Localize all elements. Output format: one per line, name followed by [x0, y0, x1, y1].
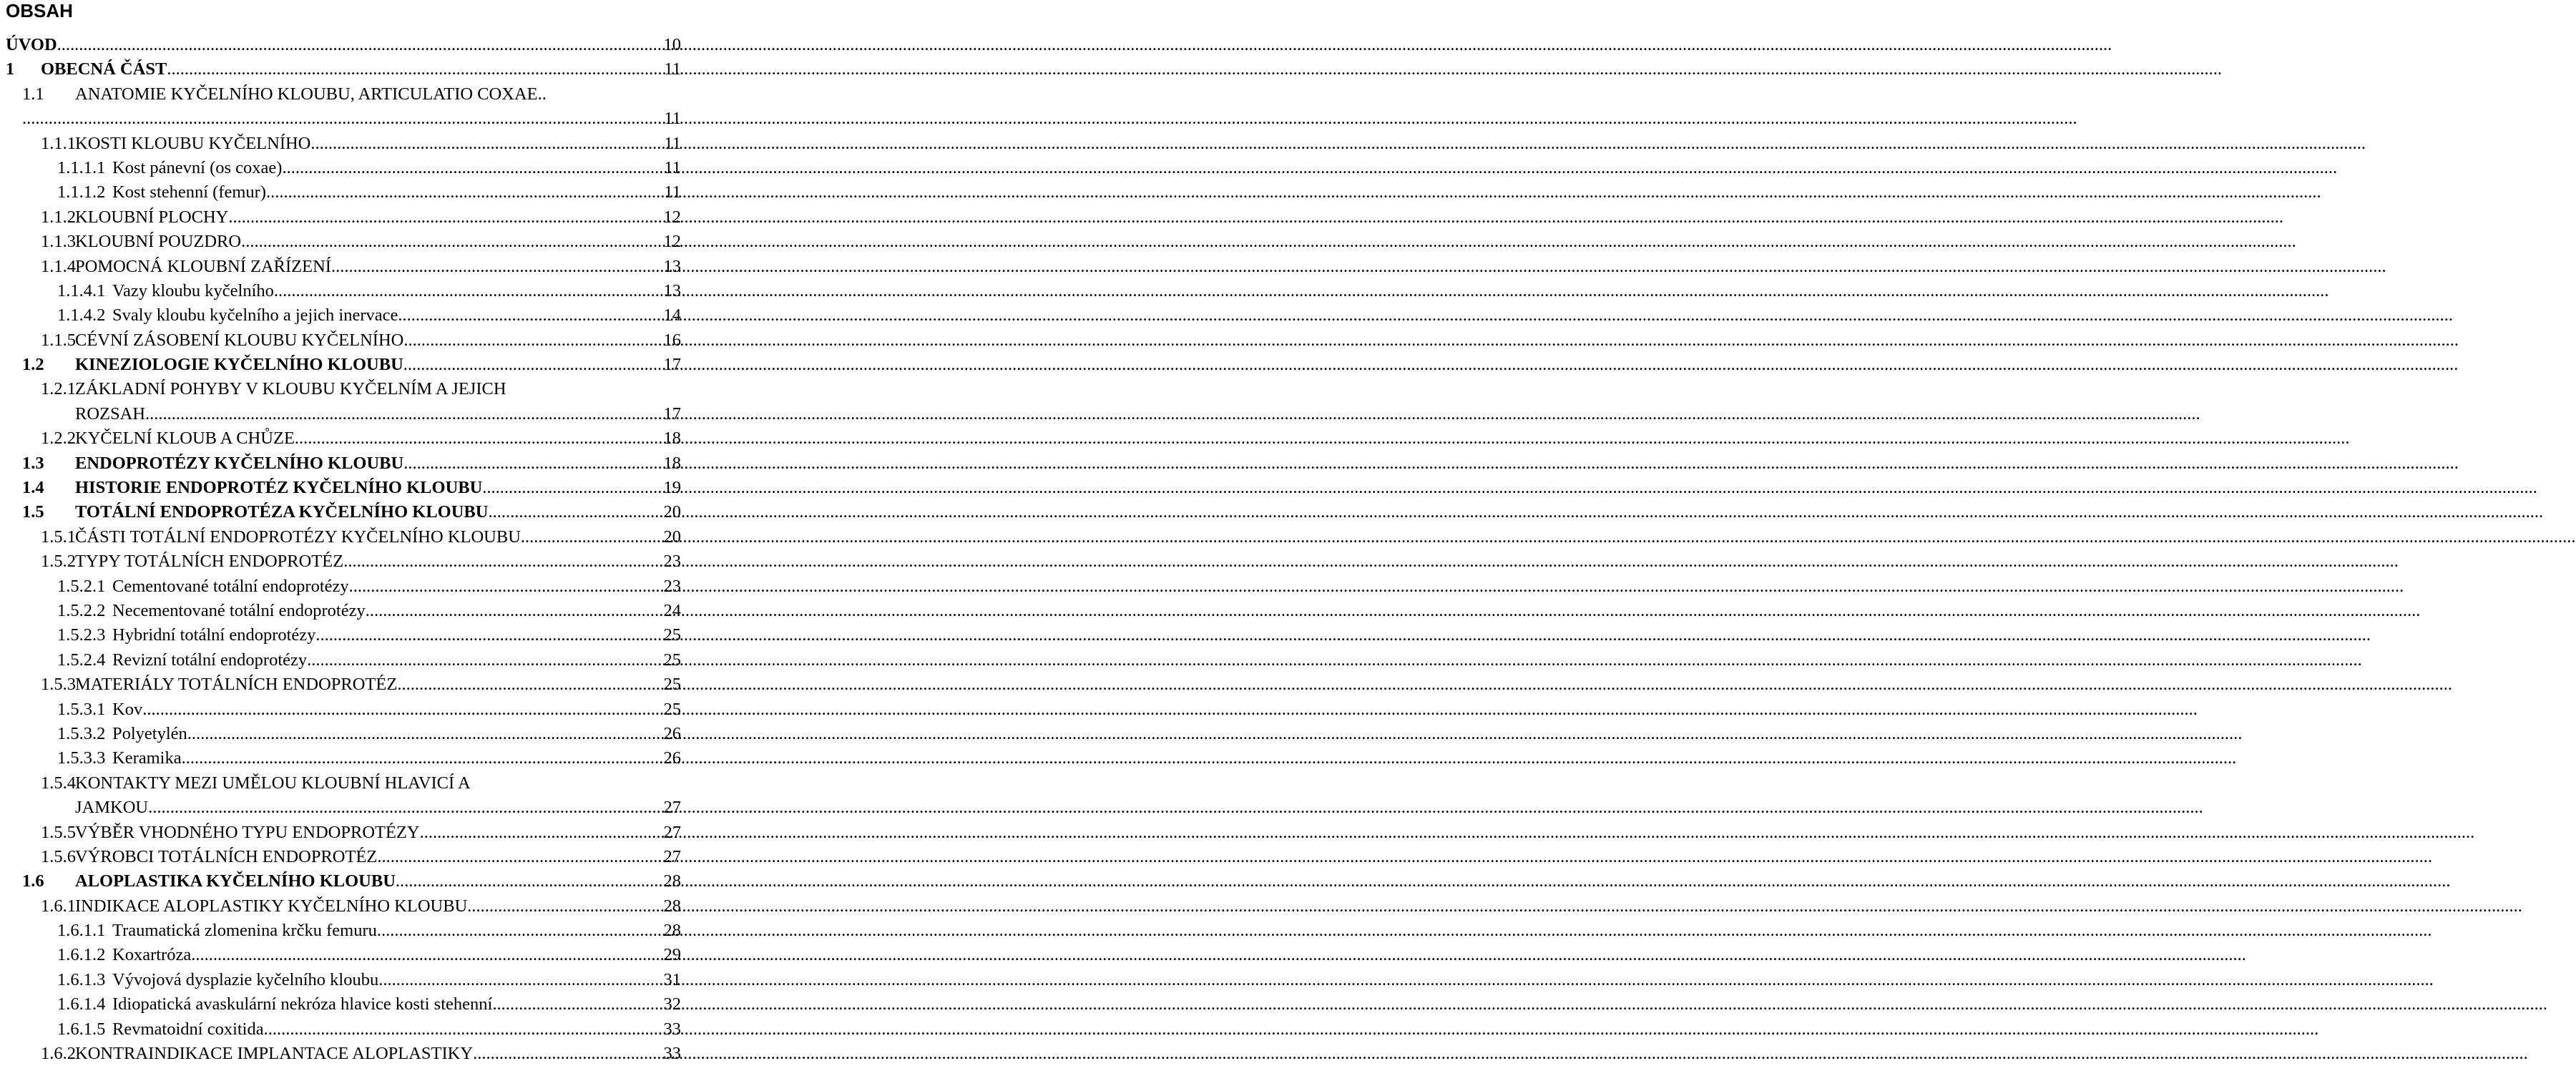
toc-entry-title: POMOCNÁ KLOUBNÍ ZAŘÍZENÍ: [75, 256, 331, 276]
dot-leader: [228, 205, 662, 230]
toc-entry-title: TYPY TOTÁLNÍCH ENDOPROTÉZ: [75, 552, 344, 572]
toc-entry-title: Revmatoidní coxitida: [112, 1019, 264, 1039]
toc-entry-page: 26: [663, 748, 681, 768]
toc-entry-number: 1.1.2: [41, 207, 76, 227]
toc-entry-number: 1.5.1: [41, 527, 76, 547]
toc-entry-title: TOTÁLNÍ ENDOPROTÉZA KYČELNÍHO KLOUBU: [75, 502, 489, 522]
toc-entry-page: 23: [663, 552, 681, 572]
toc-entry-title: Keramika: [112, 748, 182, 768]
toc-entry-number: 1.6.1.3: [57, 969, 106, 989]
toc-entry-number: 1.5.3: [41, 675, 76, 695]
dot-leader: [274, 279, 663, 303]
dot-leader: [403, 451, 662, 476]
toc-entry-page: 20: [663, 527, 681, 547]
toc-entry[interactable]: [0, 57, 687, 82]
dot-leader: [377, 845, 662, 869]
dot-leader: [349, 574, 663, 599]
toc-entry[interactable]: [0, 328, 687, 353]
toc-entry-page: 29: [663, 945, 681, 965]
dot-leader: [264, 1017, 663, 1042]
toc-entry[interactable]: [0, 377, 687, 401]
toc-entry[interactable]: [0, 82, 687, 107]
toc-entry-number: 1.2.1: [41, 379, 76, 399]
dot-leader: [307, 648, 662, 673]
toc-entry-title: KONTRAINDIKACE IMPLANTACE ALOPLASTIKY: [75, 1044, 474, 1064]
toc-entry-number: 1.1.3: [41, 232, 76, 252]
toc-entry-number: 1.6.1.2: [57, 945, 106, 965]
toc-entry-number: 1.2: [22, 355, 44, 375]
toc-entry-page: 28: [663, 896, 681, 916]
toc-entry-number: 1.6: [22, 871, 44, 891]
toc-entry[interactable]: [0, 500, 687, 524]
toc-entry-page: 10: [663, 35, 681, 54]
dot-leader: [187, 722, 663, 746]
toc-entry-title: VÝBĚR VHODNÉHO TYPU ENDOPROTÉZY: [75, 822, 420, 842]
toc-entry-page: 27: [663, 846, 681, 866]
toc-entry-title: Kost pánevní (os coxae): [112, 157, 283, 177]
toc-entry-number: 1.6.1.1: [57, 921, 106, 941]
toc-entry-title: Kov: [112, 699, 143, 719]
toc-entry-page: 25: [663, 675, 681, 695]
dot-leader: [488, 500, 662, 524]
toc-entry-number: 1.5.6: [41, 846, 76, 866]
dot-leader: [403, 328, 662, 353]
toc-entry-page: 12: [663, 207, 681, 227]
toc-entry[interactable]: [0, 476, 687, 500]
toc-entry-page: 25: [663, 625, 681, 645]
toc-entry-title: KYČELNÍ KLOUB A CHŮZE: [75, 429, 295, 449]
toc-entry[interactable]: [0, 255, 687, 279]
dot-leader: [310, 132, 663, 156]
toc-entry-page: 23: [663, 576, 681, 596]
toc-entry-number: 1.5.5: [41, 822, 76, 842]
dot-leader: [182, 746, 663, 771]
toc-entry-number: 1.6.2: [41, 1044, 76, 1064]
toc-entry[interactable]: [0, 549, 687, 574]
toc-entry-page: 25: [663, 699, 681, 719]
toc-entry[interactable]: [0, 746, 687, 771]
dot-leader: [343, 549, 662, 574]
toc-entry-number: 1.1.1.2: [57, 182, 106, 202]
toc-entry-page: 20: [663, 502, 681, 522]
toc-entry-number: 1.1.4.1: [57, 280, 106, 300]
toc-entry[interactable]: [0, 1042, 687, 1066]
toc-entry-title: Idiopatická avaskulární nekróza hlavice kosti stehenní: [112, 994, 493, 1014]
dot-leader: [142, 698, 662, 722]
toc-entry-title: Kost stehenní (femur): [112, 182, 266, 202]
toc-entry-page: 18: [663, 453, 681, 473]
dot-leader: [148, 796, 662, 820]
toc-entry-number: 1.5.3.3: [57, 748, 106, 768]
dot-leader: [191, 943, 662, 967]
toc-entry-number: 1.5.2.1: [57, 576, 106, 596]
toc-entry-number: 1.5: [22, 502, 44, 522]
toc-entry-number: 1.1.4: [41, 256, 76, 276]
toc-entry[interactable]: [0, 821, 687, 845]
toc-entry-title: Koxartróza: [112, 945, 192, 965]
toc-entry-page: 33: [663, 1019, 681, 1039]
toc-entry-page: 13: [663, 256, 681, 276]
toc-entry-number: 1.5.3.2: [57, 723, 106, 743]
toc-entry[interactable]: [0, 599, 687, 623]
dot-leader: [521, 525, 663, 549]
toc-entry-page: 17: [663, 355, 681, 375]
toc-entry-title: Vazy kloubu kyčelního: [112, 280, 274, 300]
toc-entry-page: 19: [663, 478, 681, 498]
toc-entry-title: ROZSAH: [75, 404, 146, 424]
toc-entry-title: KOSTI KLOUBU KYČELNÍHO: [75, 133, 311, 153]
dot-leader: [57, 33, 663, 57]
toc-entry[interactable]: [0, 132, 687, 156]
toc-entry-title: Necementované totální endoprotézy: [112, 600, 366, 620]
toc-entry-page: 13: [663, 280, 681, 300]
toc-entry[interactable]: [0, 451, 687, 476]
toc-entry-title: Svaly kloubu kyčelního a jejich inervace: [112, 305, 398, 326]
toc-entry-number: 1.5.2.4: [57, 650, 106, 670]
toc-entry-title: ALOPLASTIKA KYČELNÍHO KLOUBU: [75, 871, 396, 891]
dot-leader: [282, 156, 663, 180]
toc-entry[interactable]: [0, 180, 687, 205]
toc-entry-page: 11: [664, 59, 681, 79]
toc-entry-number: 1.1.1.1: [57, 157, 106, 177]
toc-entry[interactable]: [0, 1017, 687, 1042]
toc-entry-title: ZÁKLADNÍ POHYBY V KLOUBU KYČELNÍM A JEJICH: [75, 379, 506, 399]
dot-leader: [266, 180, 663, 205]
toc-entry[interactable]: [0, 919, 687, 943]
dot-leader: [241, 230, 662, 254]
toc-entry-title: Traumatická zlomenina krčku femuru: [112, 921, 377, 941]
toc-entry[interactable]: [0, 623, 687, 647]
toc-entry-number: 1.1.1: [41, 133, 76, 153]
toc-entry-number: 1.1.4.2: [57, 305, 106, 326]
toc-entry-page: 11: [664, 182, 681, 202]
toc-entry-page: 32: [663, 994, 681, 1014]
toc-entry[interactable]: [0, 648, 687, 673]
toc-entry-page: 28: [663, 871, 681, 891]
dot-leader: [492, 992, 662, 1017]
toc-entry-title: JAMKOU: [75, 798, 149, 818]
dot-leader: [22, 107, 663, 131]
toc-entry-title: KLOUBNÍ PLOCHY: [75, 207, 229, 227]
toc-entry-title: KLOUBNÍ POUZDRO: [75, 232, 242, 252]
toc-entry[interactable]: [0, 574, 687, 599]
dot-leader: [397, 673, 662, 697]
toc-entry-number: 1.6.1: [41, 896, 76, 916]
toc-entry[interactable]: [0, 968, 687, 992]
toc-entry-page: 24: [663, 600, 681, 620]
toc-entry-number: 1.5.2.3: [57, 625, 106, 645]
toc-entry-title: KONTAKTY MEZI UMĚLOU KLOUBNÍ HLAVICÍ A: [75, 773, 471, 793]
toc-entry[interactable]: [0, 943, 687, 967]
toc-entry-page: 12: [663, 232, 681, 252]
toc-entry-number: 1: [6, 59, 15, 79]
toc-entry-page: 25: [663, 650, 681, 670]
toc-entry[interactable]: [0, 230, 687, 254]
toc-entry-page: 14: [663, 305, 681, 326]
toc-entry[interactable]: [0, 205, 687, 230]
toc-entry-page: 11: [664, 109, 681, 129]
toc-entry-page: 11: [664, 133, 681, 153]
toc-entry-title: Revizní totální endoprotézy: [112, 650, 308, 670]
dot-leader: [473, 1042, 662, 1066]
dot-leader: [378, 968, 662, 992]
toc-entry-page: 18: [663, 429, 681, 449]
toc-entry-page: 11: [664, 157, 681, 177]
toc-entry-number: 1.1.5: [41, 330, 76, 350]
dot-leader: [295, 426, 663, 451]
toc-entry-title: CÉVNÍ ZÁSOBENÍ KLOUBU KYČELNÍHO: [75, 330, 404, 350]
toc-entry-number: 1.1: [22, 84, 44, 104]
toc-entry[interactable]: [0, 992, 687, 1017]
toc-entry-page: 31: [663, 969, 681, 989]
toc-entry-number: 1.2.2: [41, 429, 76, 449]
toc-entry-page: 27: [663, 798, 681, 818]
toc-entry-title: KINEZIOLOGIE KYČELNÍHO KLOUBU: [75, 355, 403, 375]
dot-leader: [482, 476, 662, 500]
toc-entry[interactable]: [0, 279, 687, 303]
toc-entry-page: 27: [663, 822, 681, 842]
toc-entry[interactable]: [0, 525, 687, 549]
toc-entry-title: Polyetylén: [112, 723, 187, 743]
toc-entry-number: 1.6.1.5: [57, 1019, 106, 1039]
dot-leader: [315, 623, 662, 647]
toc-entry[interactable]: [0, 673, 687, 697]
toc-entry[interactable]: [0, 156, 687, 180]
dot-leader: [467, 894, 662, 919]
toc-entry-title: ÚVOD: [6, 35, 57, 54]
toc-entry-number: 1.5.3.1: [57, 699, 106, 719]
toc-entry-page: 28: [663, 921, 681, 941]
toc-entry-page: 33: [663, 1044, 681, 1064]
toc-entry-title: ČÁSTI TOTÁLNÍ ENDOPROTÉZY KYČELNÍHO KLOUBU: [75, 527, 521, 547]
dot-leader: [396, 869, 663, 894]
toc-entry-page: 16: [663, 330, 681, 350]
toc-entry[interactable]: [0, 722, 687, 746]
toc-entry[interactable]: [0, 845, 687, 869]
toc-entry[interactable]: [0, 353, 687, 377]
toc-entry-number: 1.4: [22, 478, 44, 498]
toc-entry-title: HISTORIE ENDOPROTÉZ KYČELNÍHO KLOUBU: [75, 478, 483, 498]
toc-entry-title: Cementované totální endoprotézy: [112, 576, 349, 596]
table-of-contents: [0, 33, 687, 1066]
toc-entry-page: 26: [663, 723, 681, 743]
document-page: [0, 0, 687, 1064]
toc-entry[interactable]: [0, 698, 687, 722]
toc-entry-number: 1.5.2: [41, 552, 76, 572]
toc-entry-number: 1.6.1.4: [57, 994, 106, 1014]
toc-entry-title: Hybridní totální endoprotézy: [112, 625, 316, 645]
toc-entry-title: VÝROBCI TOTÁLNÍCH ENDOPROTÉZ: [75, 846, 378, 866]
toc-entry-title: ANATOMIE KYČELNÍHO KLOUBU, ARTICULATIO COXAE..: [75, 84, 547, 104]
toc-entry[interactable]: [0, 771, 687, 796]
toc-entry-title: ENDOPROTÉZY KYČELNÍHO KLOUBU: [75, 453, 404, 473]
dot-leader: [331, 255, 663, 279]
dot-leader: [420, 821, 663, 845]
dot-leader: [145, 402, 662, 426]
dot-leader: [398, 303, 662, 328]
dot-leader: [403, 353, 663, 377]
toc-entry[interactable]: [0, 33, 687, 57]
toc-entry-number: 1.5.4: [41, 773, 76, 793]
dot-leader: [377, 919, 663, 943]
toc-entry-title: Vývojová dysplazie kyčelního kloubu: [112, 969, 379, 989]
dot-leader: [167, 57, 663, 82]
toc-entry-title: OBECNÁ ČÁST: [41, 59, 167, 79]
toc-entry[interactable]: [0, 894, 687, 919]
toc-entry[interactable]: [0, 796, 687, 820]
dot-leader: [366, 599, 663, 623]
toc-entry[interactable]: [0, 303, 687, 328]
toc-entry-title: INDIKACE ALOPLASTIKY KYČELNÍHO KLOUBU: [75, 896, 468, 916]
toc-entry-title: MATERIÁLY TOTÁLNÍCH ENDOPROTÉZ: [75, 675, 398, 695]
toc-entry[interactable]: [0, 426, 687, 451]
toc-entry[interactable]: [0, 107, 687, 131]
toc-entry-number: 1.5.2.2: [57, 600, 106, 620]
toc-entry[interactable]: [0, 402, 687, 426]
toc-entry-page: 17: [663, 404, 681, 424]
page-title: OBSAH: [6, 0, 73, 21]
toc-entry-number: 1.3: [22, 453, 44, 473]
toc-entry[interactable]: [0, 869, 687, 894]
